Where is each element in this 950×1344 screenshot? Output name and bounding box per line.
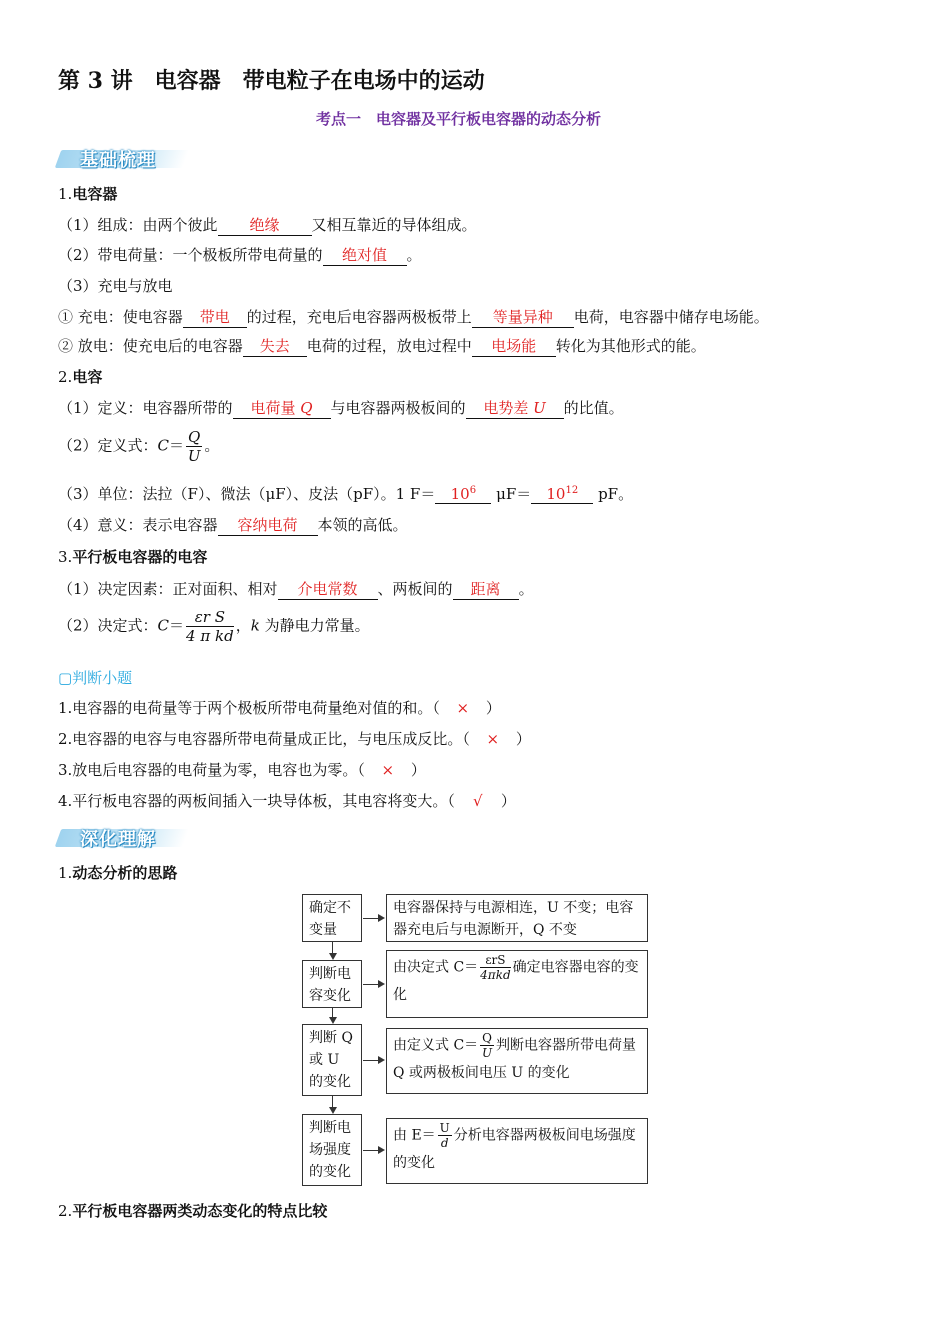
banner-deepen-label: 深化理解: [80, 829, 156, 850]
arrow-down-2: [332, 1008, 333, 1022]
line-charge-amount: （2）带电荷量：一个极板所带电荷量的 绝对值 。: [58, 246, 422, 264]
judge-heading: ▢判断小题: [58, 669, 133, 687]
line-meaning: （4）意义：表示电容器 容纳电荷 本领的高低。: [58, 516, 408, 534]
flow-step-3: 判断 Q 或 U 的变化: [302, 1024, 362, 1096]
flow-detail-2: 由决定式 C＝ $\frac{\text{εrS}}{\text{4πkd}}$ 确定电容器电容的变化: [386, 950, 648, 1018]
heading-comparison: 2.平行板电容器两类动态变化的特点比较: [58, 1202, 328, 1220]
formula-epsilon-s-over-4pikd: $\frac{\text{εr S}}{\text{4 π kd}}$: [186, 608, 234, 645]
heading-parallel-plate: 3.平行板电容器的电容: [58, 548, 208, 566]
flow-step-2: 判断电容变化: [302, 960, 362, 1008]
judge-item: 1.电容器的电荷量等于两个极板所带电荷量绝对值的和。（ × ）: [58, 699, 501, 717]
arrow-right-2: [363, 984, 383, 985]
judge-item: 4.平行板电容器的两板间插入一块导体板，其电容将变大。（ √ ）: [58, 792, 516, 810]
line-discharging: ② 放电：使充电后的电容器 失去 电荷的过程，放电过程中 电场能 转化为其他形式的能。: [58, 337, 706, 355]
heading-dynamic-analysis: 1.动态分析的思路: [58, 864, 178, 882]
line-determining-formula: （2）决定式：C＝ $\frac{\text{εr S}}{\text{4 π kd}}$ ，k 为静电力常量。: [58, 608, 370, 645]
judge-item: 2.电容器的电容与电容器所带电荷量成正比，与电压成反比。（ × ）: [58, 730, 531, 748]
arrow-right-3: [363, 1060, 383, 1061]
page-title: 第 3 讲 电容器 带电粒子在电场中的运动: [58, 68, 485, 94]
line-factors: （1）决定因素：正对面积、相对 介电常数 、两板间的 距离 。: [58, 580, 534, 598]
flow-detail-3: 由定义式 C＝ $\frac{Q}{U}$ 判断电容器所带电荷量 Q 或两极板间电压 U 的变化: [386, 1028, 648, 1094]
banner-basics: [58, 148, 186, 170]
heading-capacitance: 2.电容: [58, 368, 103, 386]
arrow-down-1: [332, 942, 333, 958]
banner-basics-label: 基础梳理: [80, 150, 156, 171]
formula-q-over-u: $\frac{Q}{U}$: [187, 428, 201, 465]
banner-deepen: [58, 827, 186, 849]
heading-capacitor: 1.电容器: [58, 185, 118, 203]
line-charge-discharge: （3）充电与放电: [58, 277, 173, 295]
flow-step-1: 确定不变量: [302, 894, 362, 942]
flow-detail-4: 由 E＝ $\frac{U}{d}$ 分析电容器两极板间电场强度的变化: [386, 1118, 648, 1184]
line-composition: （1）组成：由两个彼此 绝缘 又相互靠近的导体组成。: [58, 216, 477, 234]
arrow-down-3: [332, 1096, 333, 1112]
line-definition: （1）定义：电容器所带的 电荷量 Q 与电容器两极板间的 电势差 U 的比值。: [58, 399, 624, 417]
arrow-right-4: [363, 1150, 383, 1151]
line-charging: ① 充电：使电容器 带电 的过程，充电后电容器两极板带上 等量异种 电荷，电容器中储存电场能。: [58, 308, 769, 326]
line-definition-formula: （2）定义式：C＝ $\frac{Q}{U}$ 。: [58, 428, 220, 465]
section-subtitle: 考点一 电容器及平行板电容器的动态分析: [316, 110, 602, 128]
arrow-right-1: [363, 918, 383, 919]
line-units: （3）单位：法拉（F）、微法（μF）、皮法（pF）。1 $F= 10^6$ $\mu F= 10^{12}$ pF。: [58, 485, 634, 503]
flow-detail-1: 电容器保持与电源相连，U 不变；电容器充电后与电源断开，Q 不变: [386, 894, 648, 942]
judge-item: 3.放电后电容器的电荷量为零，电容也为零。（ × ）: [58, 761, 426, 779]
flow-step-4: 判断电场强度的变化: [302, 1114, 362, 1186]
